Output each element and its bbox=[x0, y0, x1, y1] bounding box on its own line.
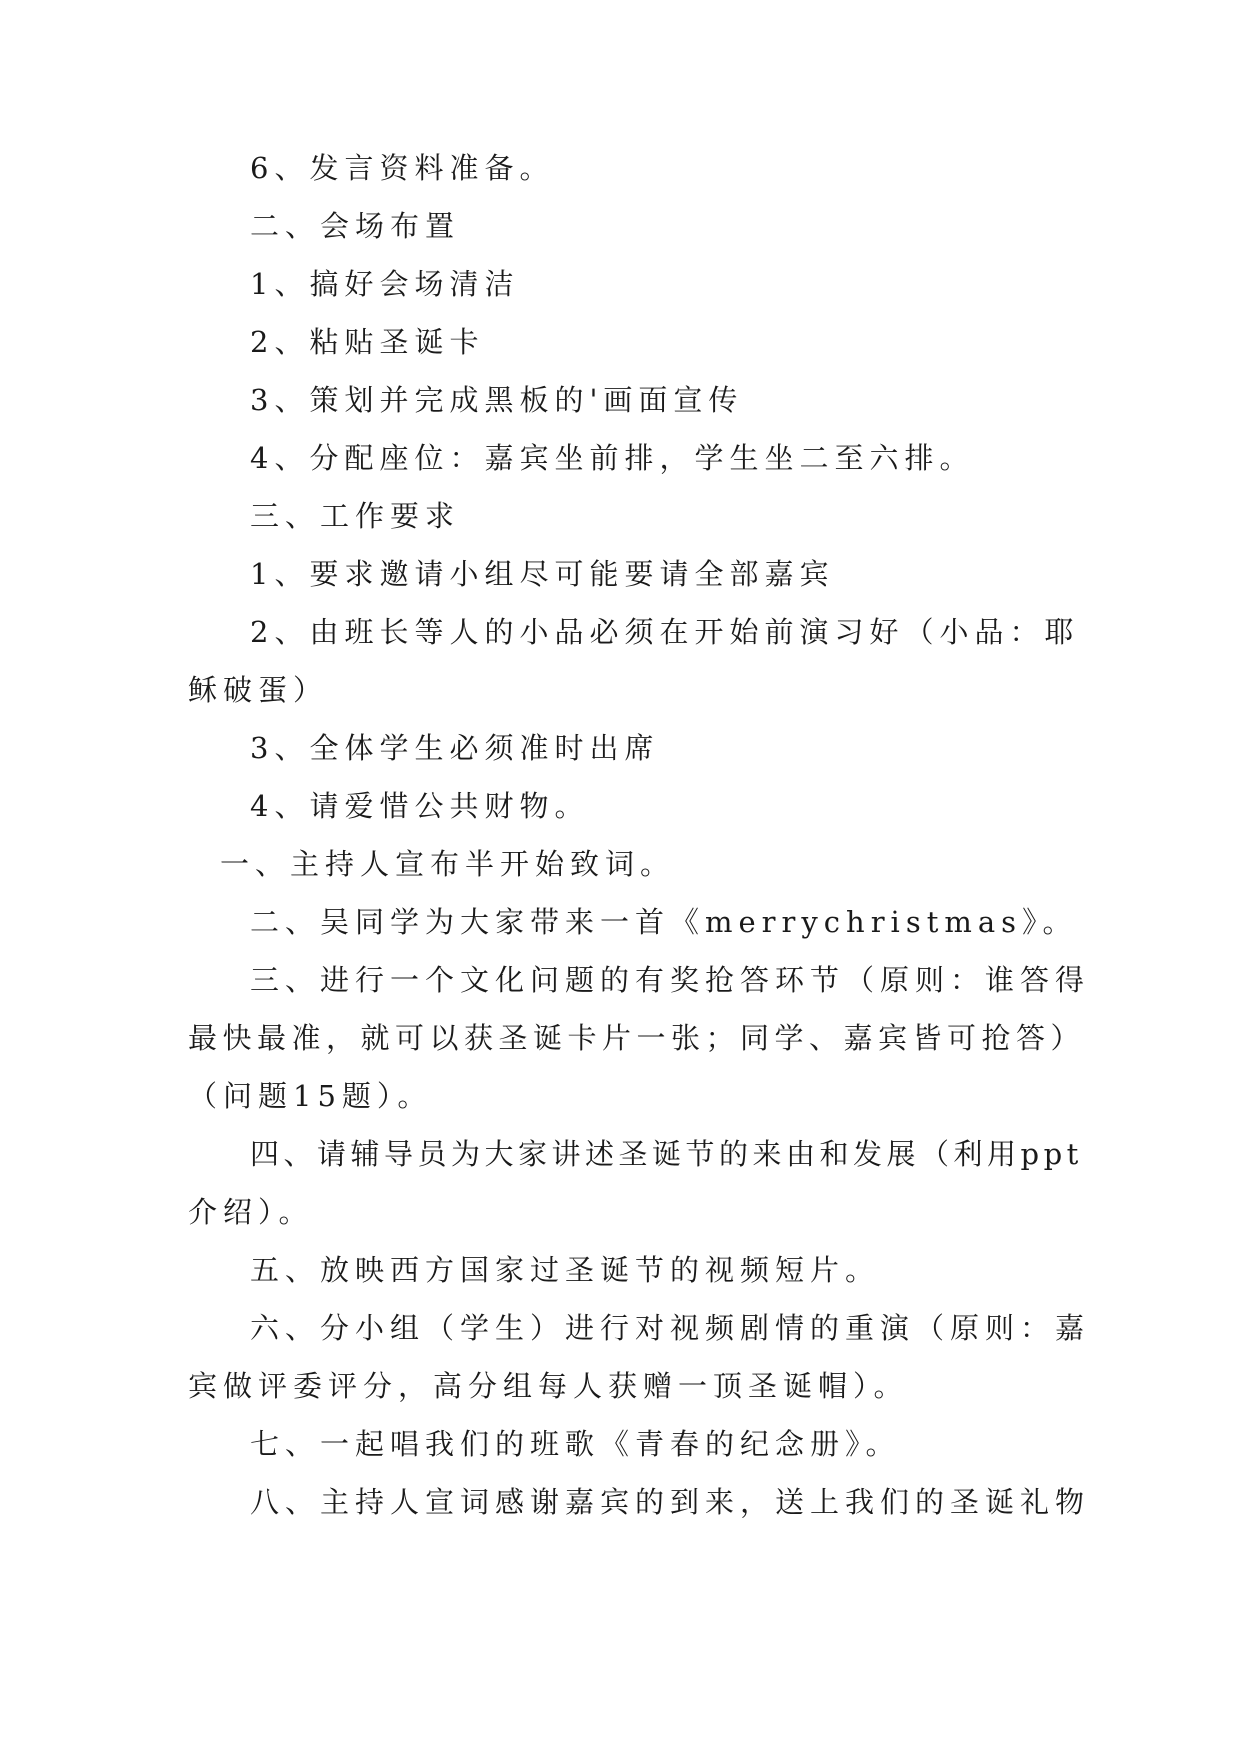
text-line: 二、吴同学为大家带来一首《merrychristmas》。 bbox=[250, 905, 1078, 939]
text-line-continuation: 介绍）。 bbox=[188, 1195, 314, 1229]
text-line: 八、主持人宣词感谢嘉宾的到来，送上我们的圣诞礼物 bbox=[250, 1485, 1091, 1519]
text-line-continuation: （问题15题）。 bbox=[188, 1079, 433, 1113]
text-line: 2、由班长等人的小品必须在开始前演习好（小品：耶 bbox=[250, 615, 1080, 649]
text-line: 3、策划并完成黑板的'画面宣传 bbox=[250, 383, 744, 417]
text-line: 七、一起唱我们的班歌《青春的纪念册》。 bbox=[250, 1427, 901, 1461]
text-line-continuation: 宾做评委评分，高分组每人获赠一顶圣诞帽）。 bbox=[188, 1369, 909, 1403]
text-line: 三、进行一个文化问题的有奖抢答环节（原则：谁答得 bbox=[250, 963, 1091, 997]
text-line: 4、请爱惜公共财物。 bbox=[250, 789, 590, 823]
text-line: 2、粘贴圣诞卡 bbox=[250, 325, 485, 359]
text-line-continuation: 最快最准，就可以获圣诞卡片一张；同学、嘉宾皆可抢答） bbox=[188, 1021, 1086, 1055]
text-line: 四、请辅导员为大家讲述圣诞节的来由和发展（利用ppt bbox=[250, 1137, 1083, 1171]
text-line-continuation: 稣破蛋） bbox=[188, 673, 329, 707]
text-line: 六、分小组（学生）进行对视频剧情的重演（原则：嘉 bbox=[250, 1311, 1091, 1345]
text-line: 五、放映西方国家过圣诞节的视频短片。 bbox=[250, 1253, 881, 1287]
section-heading: 二、会场布置 bbox=[250, 209, 461, 243]
text-line: 6、发言资料准备。 bbox=[250, 151, 555, 185]
text-line: 3、全体学生必须准时出席 bbox=[250, 731, 660, 765]
section-heading: 三、工作要求 bbox=[250, 499, 461, 533]
text-line: 1、要求邀请小组尽可能要请全部嘉宾 bbox=[250, 557, 835, 591]
text-line: 1、搞好会场清洁 bbox=[250, 267, 520, 301]
text-line: 4、分配座位：嘉宾坐前排，学生坐二至六排。 bbox=[250, 441, 975, 475]
text-line: 一、主持人宣布半开始致词。 bbox=[220, 847, 676, 881]
